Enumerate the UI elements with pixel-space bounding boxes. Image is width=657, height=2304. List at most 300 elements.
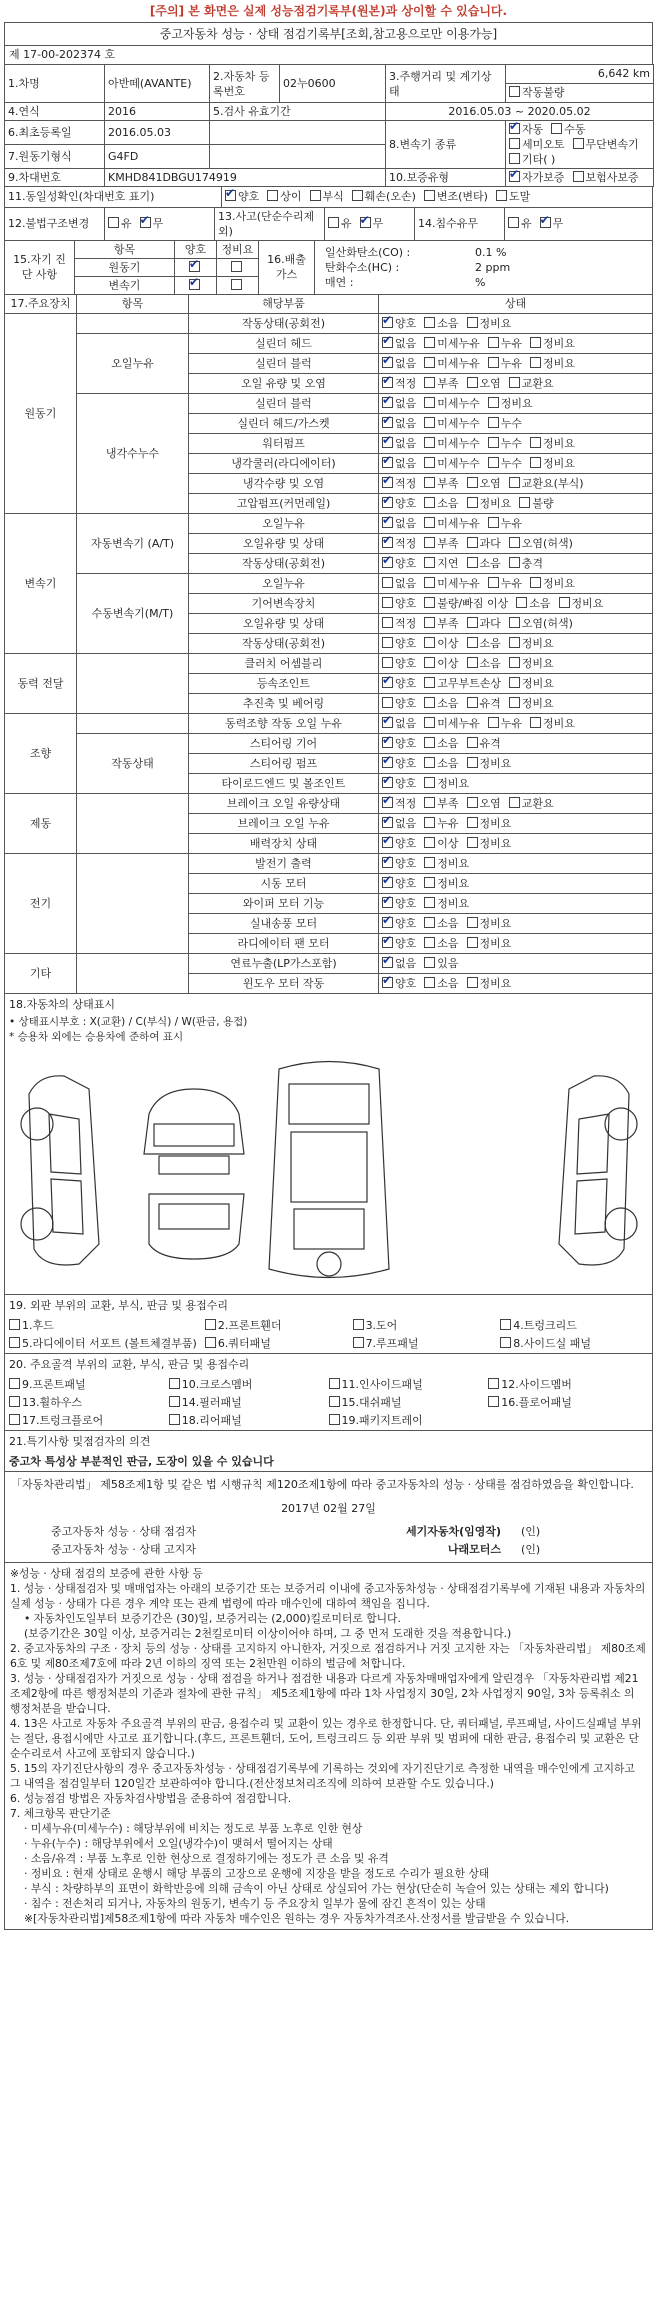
checkbox-icon bbox=[530, 457, 541, 468]
option-0[interactable] bbox=[382, 977, 416, 990]
checkbox-icon bbox=[382, 757, 393, 768]
option-label: 양호 bbox=[395, 896, 417, 910]
option-2[interactable] bbox=[488, 437, 522, 450]
option-3[interactable] bbox=[573, 138, 639, 151]
option-0[interactable] bbox=[382, 857, 416, 870]
option-2[interactable] bbox=[467, 657, 501, 670]
option-label: 지연 bbox=[437, 556, 459, 570]
option-4[interactable] bbox=[509, 153, 555, 166]
option-3[interactable] bbox=[509, 557, 543, 570]
option-2[interactable] bbox=[467, 637, 501, 650]
option-0[interactable] bbox=[382, 677, 416, 690]
self-diag-trans-good[interactable] bbox=[175, 277, 217, 295]
device-part-label: 고압펌프(커먼레일) bbox=[189, 493, 379, 513]
checkbox-icon bbox=[488, 717, 499, 728]
option-1[interactable] bbox=[424, 697, 458, 710]
engine-label: 7.원동기형식 bbox=[5, 145, 105, 169]
device-state-options bbox=[379, 393, 653, 413]
option-label: 무단변속기 bbox=[585, 138, 639, 151]
option-label: 불량/빠짐 이상 bbox=[437, 596, 509, 610]
option-1[interactable] bbox=[267, 190, 301, 203]
emission-value: 0.1 % bbox=[475, 245, 507, 259]
option-0[interactable] bbox=[382, 877, 416, 890]
checkbox-icon bbox=[424, 937, 435, 948]
option-2[interactable] bbox=[467, 917, 512, 930]
checkbox-icon bbox=[424, 437, 435, 448]
option-1[interactable] bbox=[424, 937, 458, 950]
footnote-line: 6. 성능점검 방법은 자동차검사방법을 준용하여 점검합니다. bbox=[10, 1791, 292, 1805]
option-1[interactable] bbox=[424, 317, 458, 330]
option-0[interactable] bbox=[382, 597, 416, 610]
option-1[interactable] bbox=[424, 377, 458, 390]
checkbox-icon bbox=[488, 517, 499, 528]
option-label: 없음 bbox=[395, 516, 417, 530]
option-label: 정비요 bbox=[521, 636, 554, 650]
self-diag-col-repair: 정비요 bbox=[217, 241, 259, 259]
checkbox-icon bbox=[467, 377, 478, 388]
device-state-options bbox=[379, 773, 653, 793]
frame-checkbox[interactable] bbox=[329, 1394, 481, 1410]
accident-options bbox=[325, 208, 415, 241]
option-0[interactable] bbox=[382, 897, 416, 910]
footnote-line: ※성능 · 상태 점검의 보증에 관한 사항 등 bbox=[10, 1566, 203, 1580]
footnotes bbox=[4, 1563, 653, 1930]
frame-checkbox[interactable] bbox=[169, 1394, 321, 1410]
option-label: 없음 bbox=[395, 436, 417, 450]
option-3[interactable] bbox=[559, 597, 604, 610]
option-2[interactable] bbox=[467, 537, 501, 550]
option-0[interactable] bbox=[509, 171, 565, 184]
device-part-label: 냉각쿨러(라디에이터) bbox=[189, 453, 379, 473]
option-3[interactable] bbox=[509, 617, 573, 630]
checkbox-icon bbox=[424, 557, 435, 568]
checkbox-icon bbox=[382, 797, 393, 808]
option-4[interactable] bbox=[424, 190, 488, 203]
panel-checkbox[interactable] bbox=[9, 1335, 197, 1351]
option-0[interactable] bbox=[382, 937, 416, 950]
footnote-line: ※[자동차관리법]제58조제1항에 따라 자동차 매수인은 원하는 경우 자동차가격조사.산정서를 발급받을 수 있습니다. bbox=[24, 1911, 570, 1925]
option-0[interactable] bbox=[382, 957, 416, 970]
option-2[interactable] bbox=[488, 517, 522, 530]
option-1[interactable] bbox=[424, 417, 480, 430]
option-3[interactable] bbox=[509, 477, 584, 490]
option-0[interactable] bbox=[382, 337, 416, 350]
option-1[interactable] bbox=[424, 397, 480, 410]
option-0[interactable] bbox=[509, 123, 543, 136]
option-1[interactable] bbox=[424, 537, 458, 550]
option-label: 과다 bbox=[479, 536, 501, 550]
option-3[interactable] bbox=[509, 797, 554, 810]
option-0[interactable] bbox=[328, 217, 352, 230]
option-label: 유격 bbox=[479, 736, 501, 750]
option-label: 양호 bbox=[395, 876, 417, 890]
checkbox-icon bbox=[509, 86, 520, 97]
illegal-mod-label: 12.불법구조변경 bbox=[5, 208, 105, 241]
frame-checkbox[interactable] bbox=[9, 1412, 161, 1428]
device-state-options bbox=[379, 353, 653, 373]
option-1[interactable] bbox=[424, 677, 501, 690]
option-0[interactable] bbox=[382, 457, 416, 470]
option-0[interactable] bbox=[382, 757, 416, 770]
device-row bbox=[5, 713, 653, 733]
self-diag-engine-repair[interactable] bbox=[217, 259, 259, 277]
panel-checkbox[interactable] bbox=[9, 1317, 197, 1333]
mileage-label: 3.주행거리 및 계기상태 bbox=[386, 65, 506, 103]
option-1[interactable] bbox=[424, 837, 458, 850]
option-0[interactable] bbox=[382, 697, 416, 710]
option-1[interactable] bbox=[424, 337, 480, 350]
option-3[interactable] bbox=[530, 357, 575, 370]
section18-title: 18.자동차의 상태표시 bbox=[9, 997, 115, 1011]
option-1[interactable] bbox=[424, 857, 469, 870]
device-state-options bbox=[379, 593, 653, 613]
option-3[interactable] bbox=[509, 657, 554, 670]
device-state-options bbox=[379, 973, 653, 993]
option-3[interactable] bbox=[509, 377, 554, 390]
option-1[interactable] bbox=[424, 717, 480, 730]
option-0[interactable] bbox=[382, 557, 416, 570]
option-3[interactable] bbox=[509, 537, 573, 550]
device-state-options bbox=[379, 493, 653, 513]
checkbox-icon bbox=[509, 171, 520, 182]
checkbox-icon bbox=[573, 171, 584, 182]
frame-label: 14.필러패널 bbox=[181, 1395, 242, 1409]
option-2[interactable] bbox=[516, 597, 550, 610]
option-label: 미세누수 bbox=[437, 396, 480, 410]
option-0[interactable] bbox=[508, 217, 532, 230]
option-2[interactable] bbox=[467, 937, 512, 950]
first-reg-value: 2016.05.03 bbox=[105, 121, 210, 145]
option-0[interactable] bbox=[108, 217, 132, 230]
option-3[interactable] bbox=[509, 637, 554, 650]
checkbox-icon bbox=[467, 737, 478, 748]
frame-checkbox[interactable] bbox=[488, 1376, 640, 1392]
device-state-options bbox=[379, 473, 653, 493]
option-1[interactable] bbox=[140, 217, 164, 230]
option-2[interactable] bbox=[488, 357, 522, 370]
option-2[interactable] bbox=[467, 317, 512, 330]
device-group-label: 변속기 bbox=[5, 513, 77, 653]
device-part-label: 와이퍼 모터 기능 bbox=[189, 893, 379, 913]
option-1[interactable] bbox=[424, 957, 458, 970]
option-1[interactable] bbox=[424, 817, 458, 830]
option-3[interactable] bbox=[530, 437, 575, 450]
option-label: 정비요 bbox=[543, 456, 575, 470]
device-state-options bbox=[379, 853, 653, 873]
option-0[interactable] bbox=[382, 417, 416, 430]
option-1[interactable] bbox=[424, 977, 458, 990]
option-3[interactable] bbox=[530, 337, 575, 350]
option-3[interactable] bbox=[530, 577, 575, 590]
tamper-checkbox[interactable] bbox=[506, 84, 653, 102]
option-1[interactable] bbox=[424, 477, 458, 490]
checkbox-icon bbox=[424, 637, 435, 648]
option-label: 없음 bbox=[395, 416, 417, 430]
device-group-label: 기타 bbox=[5, 953, 77, 993]
option-1[interactable] bbox=[424, 357, 480, 370]
option-label: 기타( ) bbox=[522, 153, 556, 166]
option-1[interactable] bbox=[573, 171, 639, 184]
checkbox-icon bbox=[353, 1319, 364, 1330]
warranty-label: 10.보증유형 bbox=[386, 169, 506, 187]
frame-label: 19.패키지트레이 bbox=[341, 1413, 423, 1427]
option-0[interactable] bbox=[382, 357, 416, 370]
frame-checkbox[interactable] bbox=[329, 1412, 481, 1428]
option-2[interactable] bbox=[467, 737, 501, 750]
option-0[interactable] bbox=[382, 397, 416, 410]
option-label: 오염 bbox=[479, 376, 501, 390]
checkbox-icon bbox=[424, 857, 435, 868]
checkbox-icon bbox=[467, 317, 478, 328]
option-0[interactable] bbox=[382, 917, 416, 930]
checkbox-icon bbox=[382, 677, 393, 688]
checkbox-icon bbox=[382, 577, 393, 588]
option-2[interactable] bbox=[467, 477, 501, 490]
frame-checkbox[interactable] bbox=[169, 1376, 321, 1392]
device-state-options bbox=[379, 913, 653, 933]
option-0[interactable] bbox=[382, 737, 416, 750]
device-part-label: 냉각수량 및 오염 bbox=[189, 473, 379, 493]
option-0[interactable] bbox=[382, 377, 416, 390]
statement-block bbox=[4, 1472, 653, 1563]
option-1[interactable] bbox=[424, 577, 480, 590]
checkbox-icon bbox=[9, 1378, 20, 1389]
option-1[interactable] bbox=[424, 877, 469, 890]
option-label: 양호 bbox=[395, 756, 417, 770]
checkbox-icon bbox=[382, 697, 393, 708]
option-1[interactable] bbox=[551, 123, 585, 136]
option-label: 소음 bbox=[437, 316, 459, 330]
vin-label: 9.차대번호 bbox=[5, 169, 105, 187]
option-2[interactable] bbox=[467, 497, 512, 510]
device-group-label: 조향 bbox=[5, 713, 77, 793]
panel-checkbox[interactable] bbox=[205, 1317, 345, 1333]
option-0[interactable] bbox=[225, 190, 259, 203]
option-label: 무 bbox=[152, 217, 164, 230]
option-1[interactable] bbox=[424, 637, 458, 650]
footnote-line: 2. 중고자동차의 구조 · 장치 등의 성능 · 상태를 고지하지 아니한자, 거짓으로 점검하거나 거짓 고지한 자는 「자동차관리법」 제80조제6호 및 제80조제7호에 따라 2년 이하의 징역 또는 2천만원 이하의 벌금에 처합니다. bbox=[10, 1641, 646, 1670]
footnote-line: 3. 성능 · 상태점검자가 거짓으로 성능 · 상태 점검을 하거나 점검한 내용과 다르게 자동차매매업자에게 알린경우 「자동차관리법 제21조제2항에 따른 행정처분의 기준과 절차에 관한 규칙」 제5조제1항에 따라 1차 사업정지 30일, 2차 사업정지 90일, 3차 등록취소 의 행정처분을 받습니다. bbox=[10, 1671, 639, 1715]
checkbox-icon bbox=[467, 657, 478, 668]
device-item-empty bbox=[77, 953, 189, 993]
section20 bbox=[4, 1354, 653, 1431]
option-label: 미세누수 bbox=[437, 436, 480, 450]
document-number: 제 17-00-202374 호 bbox=[4, 45, 653, 64]
option-3[interactable] bbox=[519, 497, 553, 510]
self-diag-trans-repair[interactable] bbox=[217, 277, 259, 295]
option-3[interactable] bbox=[530, 717, 575, 730]
option-3[interactable] bbox=[509, 697, 554, 710]
option-1[interactable] bbox=[424, 797, 458, 810]
device-item-label: 냉각수누수 bbox=[77, 393, 189, 513]
option-1[interactable] bbox=[424, 657, 458, 670]
option-label: 없음 bbox=[395, 396, 417, 410]
option-label: 정비요 bbox=[521, 656, 554, 670]
panel-checkbox[interactable] bbox=[500, 1335, 640, 1351]
device-part-label: 동력조향 작동 오일 누유 bbox=[189, 713, 379, 733]
checkbox-icon bbox=[382, 317, 393, 328]
checkbox-icon bbox=[225, 190, 236, 201]
checkbox-icon bbox=[382, 917, 393, 928]
option-1[interactable] bbox=[540, 217, 564, 230]
option-0[interactable] bbox=[382, 797, 416, 810]
option-0[interactable] bbox=[382, 437, 416, 450]
option-label: 정비요 bbox=[543, 716, 575, 730]
frame-label: 16.플로어패널 bbox=[501, 1395, 572, 1409]
option-0[interactable] bbox=[382, 477, 416, 490]
car-top-view-icon bbox=[269, 1061, 389, 1277]
option-5[interactable] bbox=[496, 190, 530, 203]
option-1[interactable] bbox=[424, 917, 458, 930]
option-0[interactable] bbox=[382, 537, 416, 550]
option-2[interactable] bbox=[509, 677, 554, 690]
option-2[interactable] bbox=[467, 377, 501, 390]
frame-checkbox[interactable] bbox=[9, 1394, 161, 1410]
trans-label: 8.변속기 종류 bbox=[386, 121, 506, 169]
option-label: 누유 bbox=[437, 816, 459, 830]
option-label: 누수 bbox=[500, 416, 523, 430]
option-2[interactable] bbox=[467, 557, 501, 570]
device-state-options bbox=[379, 553, 653, 573]
option-2[interactable] bbox=[467, 617, 501, 630]
checkbox-icon bbox=[329, 1378, 340, 1389]
option-label: 없음 bbox=[395, 816, 417, 830]
option-1[interactable] bbox=[360, 217, 384, 230]
option-2[interactable] bbox=[467, 797, 501, 810]
option-0[interactable] bbox=[382, 837, 416, 850]
checkbox-icon bbox=[382, 517, 393, 528]
checkbox-icon bbox=[189, 261, 200, 272]
option-2[interactable] bbox=[467, 817, 512, 830]
emission-row bbox=[325, 245, 642, 260]
self-diag-engine-good[interactable] bbox=[175, 259, 217, 277]
option-label: 부족 bbox=[437, 376, 459, 390]
frame-checkbox[interactable] bbox=[169, 1412, 321, 1428]
option-2[interactable] bbox=[488, 397, 533, 410]
option-1[interactable] bbox=[424, 897, 469, 910]
option-0[interactable] bbox=[382, 617, 416, 630]
option-0[interactable] bbox=[382, 577, 416, 590]
option-2[interactable] bbox=[509, 138, 565, 151]
option-1[interactable] bbox=[424, 517, 480, 530]
option-2[interactable] bbox=[467, 837, 512, 850]
checkbox-icon bbox=[108, 217, 119, 228]
tamper-label: 작동불량 bbox=[522, 86, 565, 99]
option-1[interactable] bbox=[424, 757, 458, 770]
option-1[interactable] bbox=[424, 437, 480, 450]
option-2[interactable] bbox=[310, 190, 344, 203]
option-label: 없음 bbox=[395, 956, 417, 970]
device-part-label: 오일 유량 및 오염 bbox=[189, 373, 379, 393]
panel-checkbox[interactable] bbox=[205, 1335, 345, 1351]
signature-role: 중고자동차 성능 · 상태 점검자 bbox=[51, 1524, 196, 1538]
option-2[interactable] bbox=[467, 757, 512, 770]
device-part-label: 윈도우 모터 작동 bbox=[189, 973, 379, 993]
checkbox-icon bbox=[488, 457, 499, 468]
option-1[interactable] bbox=[424, 457, 480, 470]
option-2[interactable] bbox=[467, 697, 501, 710]
panel-checkbox[interactable] bbox=[500, 1317, 640, 1333]
checkbox-icon bbox=[509, 797, 520, 808]
option-2[interactable] bbox=[488, 457, 522, 470]
option-label: 정비요 bbox=[479, 836, 512, 850]
checkbox-icon bbox=[467, 757, 478, 768]
option-0[interactable] bbox=[382, 517, 416, 530]
option-1[interactable] bbox=[424, 777, 469, 790]
option-0[interactable] bbox=[382, 497, 416, 510]
option-2[interactable] bbox=[488, 577, 522, 590]
frame-checkbox[interactable] bbox=[9, 1376, 161, 1392]
option-0[interactable] bbox=[382, 637, 416, 650]
panel-checkbox[interactable] bbox=[353, 1335, 493, 1351]
checkbox-icon bbox=[467, 637, 478, 648]
device-row bbox=[5, 853, 653, 873]
option-label: 정비요 bbox=[437, 776, 470, 790]
option-0[interactable] bbox=[382, 817, 416, 830]
option-3[interactable] bbox=[530, 457, 575, 470]
option-0[interactable] bbox=[382, 317, 416, 330]
option-label: 불량 bbox=[532, 496, 554, 510]
option-label: 있음 bbox=[437, 956, 459, 970]
option-label: 양호 bbox=[238, 190, 260, 204]
device-state-options bbox=[379, 953, 653, 973]
option-1[interactable] bbox=[424, 497, 458, 510]
option-2[interactable] bbox=[488, 337, 522, 350]
frame-label: 10.크로스멤버 bbox=[181, 1377, 253, 1391]
frame-label: 18.리어패널 bbox=[181, 1413, 242, 1427]
option-1[interactable] bbox=[424, 557, 458, 570]
emission-value: 2 ppm bbox=[475, 260, 511, 274]
option-3[interactable] bbox=[352, 190, 416, 203]
section19-items bbox=[5, 1315, 652, 1353]
option-label: 이상 bbox=[437, 836, 459, 850]
self-diagnosis-table bbox=[4, 241, 653, 296]
frame-label: 9.프론트패널 bbox=[22, 1377, 86, 1391]
device-state-options bbox=[379, 733, 653, 753]
option-2[interactable] bbox=[488, 717, 522, 730]
frame-checkbox[interactable] bbox=[488, 1394, 640, 1410]
checkbox-icon bbox=[352, 190, 363, 201]
option-1[interactable] bbox=[424, 617, 458, 630]
device-item-empty bbox=[77, 313, 189, 333]
option-label: 오염 bbox=[479, 476, 501, 490]
checkbox-icon bbox=[530, 437, 541, 448]
signed-date: 2017년 02월 27일 bbox=[281, 1501, 376, 1515]
device-part-label: 스티어링 기어 bbox=[189, 733, 379, 753]
option-0[interactable] bbox=[382, 717, 416, 730]
option-2[interactable] bbox=[467, 977, 512, 990]
checkbox-icon bbox=[382, 817, 393, 828]
option-1[interactable] bbox=[424, 737, 458, 750]
option-label: 양호 bbox=[395, 776, 417, 790]
device-part-label: 기어변속장치 bbox=[189, 593, 379, 613]
option-label: 양호 bbox=[395, 916, 417, 930]
checkbox-icon bbox=[488, 357, 499, 368]
option-0[interactable] bbox=[382, 657, 416, 670]
footnote-line: · 누유(누수) : 해당부위에서 오일(냉각수)이 맺혀서 떨어지는 상태 bbox=[24, 1836, 333, 1850]
checkbox-icon bbox=[382, 537, 393, 548]
option-2[interactable] bbox=[488, 417, 522, 430]
footnote-line: 7. 체크항목 판단기준 bbox=[10, 1806, 111, 1820]
option-label: 소음 bbox=[437, 756, 459, 770]
car-right-side-icon bbox=[559, 1075, 637, 1264]
option-label: 유 bbox=[121, 217, 132, 230]
checkbox-icon bbox=[382, 957, 393, 968]
option-1[interactable] bbox=[424, 597, 508, 610]
option-0[interactable] bbox=[382, 777, 416, 790]
frame-checkbox[interactable] bbox=[329, 1376, 481, 1392]
panel-checkbox[interactable] bbox=[353, 1317, 493, 1333]
